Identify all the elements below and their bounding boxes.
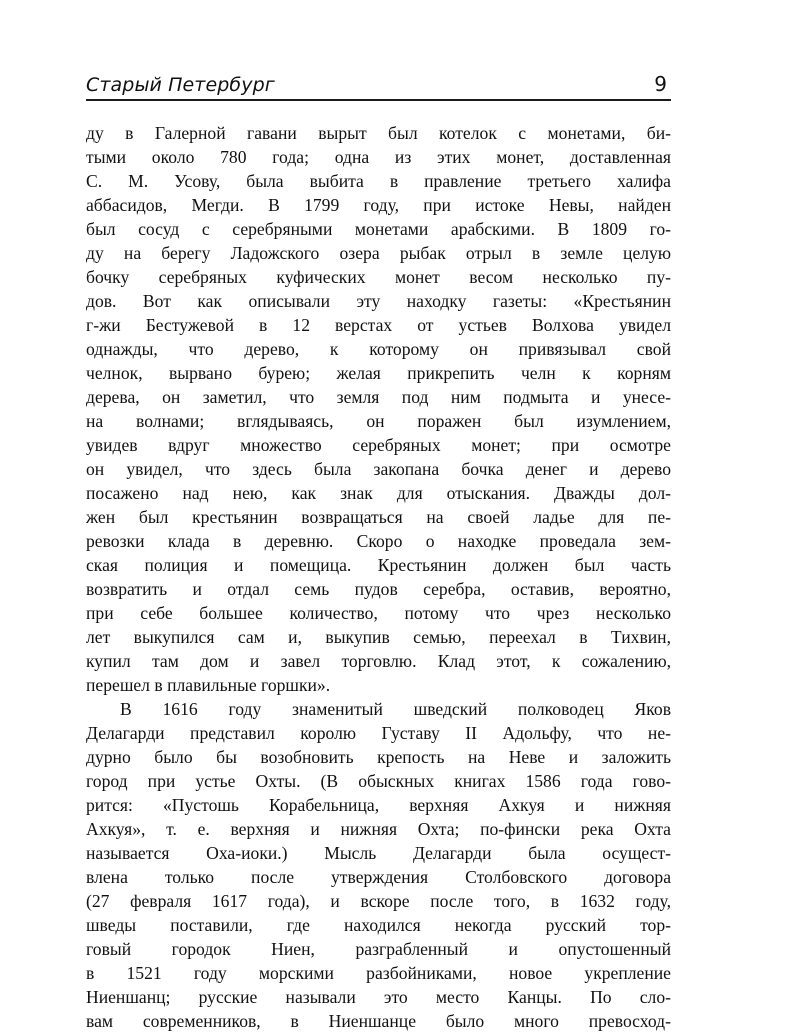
text-line: жен был крестьянин возвращаться на своей ладье для пе- bbox=[86, 507, 671, 527]
header-rule bbox=[86, 99, 671, 101]
text-line: ду в Галерной гавани вырыт был котелок с монетами, би- bbox=[86, 123, 671, 143]
paragraph-1 bbox=[86, 121, 671, 697]
text-line: дерева, он заметил, что земля под ним подмыта и унесе- bbox=[86, 387, 671, 407]
text-line: ревозки клада в деревню. Скоро о находке проведала зем- bbox=[86, 531, 671, 551]
text-line: посажено над нею, как знак для отыскания. Дважды дол- bbox=[86, 483, 671, 503]
running-title: Старый Петербург bbox=[86, 74, 275, 96]
text-line: бочку серебряных куфических монет весом несколько пу- bbox=[86, 267, 671, 287]
text-line: в 1521 году морскими разбойниками, новое укрепление bbox=[86, 963, 671, 983]
text-line: Ниеншанц; русские называли это место Канцы. По сло- bbox=[86, 987, 671, 1007]
running-header bbox=[86, 70, 671, 96]
text-line: на волнами; вглядываясь, он поражен был изумлением, bbox=[86, 411, 671, 431]
text-line: дурно было бы возобновить крепость на Неве и заложить bbox=[86, 747, 671, 767]
text-line: перешел в плавильные горшки». bbox=[86, 675, 331, 695]
text-line: возвратить и отдал семь пудов серебра, оставив, вероятно, bbox=[86, 579, 671, 599]
page-number: 9 bbox=[654, 72, 667, 96]
text-line: рится: «Пустошь Корабельница, верхняя Ахкуя и нижняя bbox=[86, 795, 671, 815]
text-line: В 1616 году знаменитый шведский полководец Яков bbox=[120, 699, 671, 719]
text-line: однажды, что дерево, к которому он привязывал свой bbox=[86, 339, 671, 359]
paragraph-2 bbox=[86, 697, 671, 1033]
text-line: г-жи Бестужевой в 12 верстах от устьев Волхова увидел bbox=[86, 315, 671, 335]
text-line: лет выкупился сам и, выкупив семью, переехал в Тихвин, bbox=[86, 627, 671, 647]
text-line: дов. Вот как описывали эту находку газеты: «Крестьянин bbox=[86, 291, 671, 311]
text-line: город при устье Охты. (В обыскных книгах 1586 года гово- bbox=[86, 771, 671, 791]
body-text bbox=[86, 121, 671, 1033]
text-line: тыми около 780 года; одна из этих монет, доставленная bbox=[86, 147, 671, 167]
text-line: купил там дом и завел торговлю. Клад этот, к сожалению, bbox=[86, 651, 671, 671]
text-line: называется Оха-иоки.) Мысль Делагарди была осущест- bbox=[86, 843, 671, 863]
text-line: ду на берегу Ладожского озера рыбак отрыл в земле целую bbox=[86, 243, 671, 263]
text-line: говый городок Ниен, разграбленный и опустошенный bbox=[86, 939, 671, 959]
text-line: С. М. Усову, была выбита в правление третьего халифа bbox=[86, 171, 671, 191]
text-line: был сосуд с серебряными монетами арабскими. В 1809 го- bbox=[86, 219, 671, 239]
text-line: влена только после утверждения Столбовского договора bbox=[86, 867, 671, 887]
text-line: ская полиция и помещица. Крестьянин должен был часть bbox=[86, 555, 671, 575]
text-line: вам современников, в Ниеншанце было много превосход- bbox=[86, 1011, 671, 1031]
text-line: при себе большее количество, потому что чрез несколько bbox=[86, 603, 671, 623]
text-line: Делагарди представил королю Густаву II Адольфу, что не- bbox=[86, 723, 671, 743]
text-line: шведы поставили, где находился некогда русский тор- bbox=[86, 915, 671, 935]
text-line: Ахкуя», т. е. верхняя и нижняя Охта; по-фински река Охта bbox=[86, 819, 671, 839]
text-line: челнок, вырвано бурею; желая прикрепить челн к корням bbox=[86, 363, 671, 383]
text-line: аббасидов, Мегди. В 1799 году, при истоке Невы, найден bbox=[86, 195, 671, 215]
text-line: он увидел, что здесь была закопана бочка денег и дерево bbox=[86, 459, 671, 479]
text-line: (27 февраля 1617 года), и вскоре после того, в 1632 году, bbox=[86, 891, 671, 911]
text-line: увидев вдруг множество серебряных монет; при осмотре bbox=[86, 435, 671, 455]
